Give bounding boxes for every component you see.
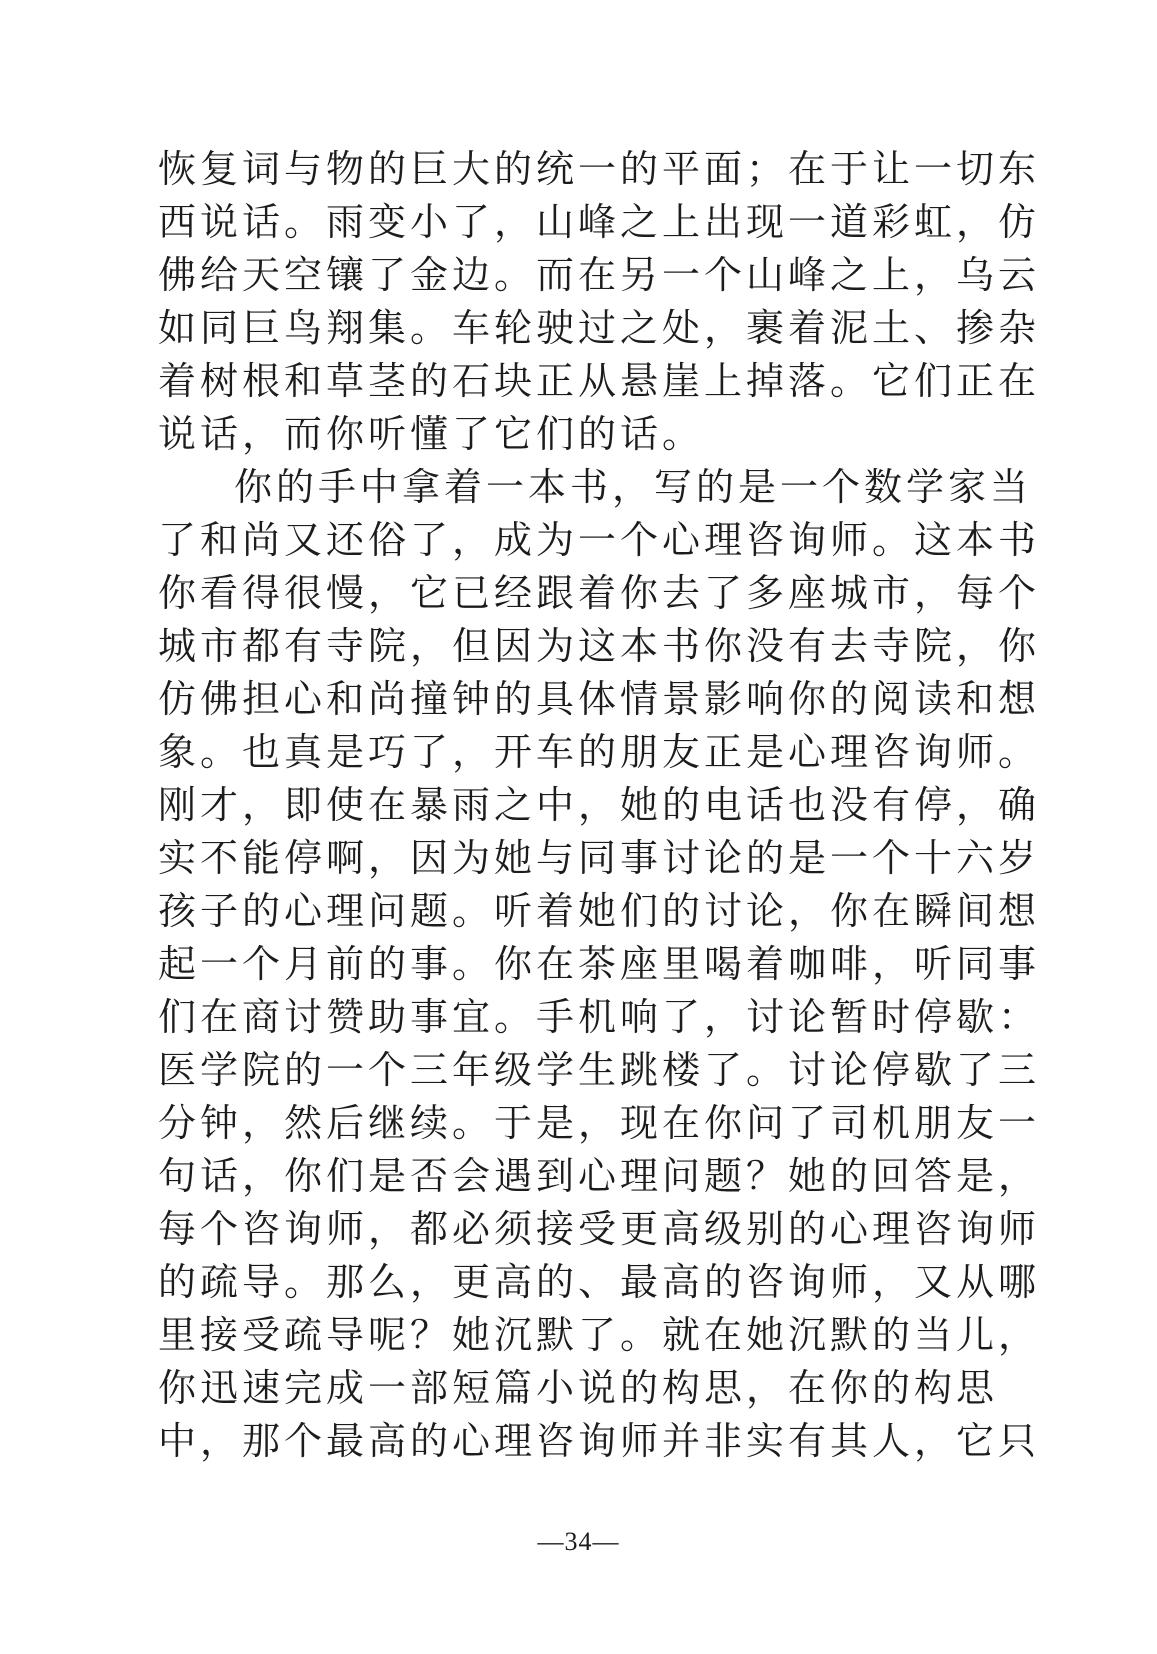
text-line: 象。也真是巧了，开车的朋友正是心理咨询师。 [158,730,1041,774]
text-line: 仿佛担心和尚撞钟的具体情景影响你的阅读和想 [158,677,1041,721]
body-text [158,143,1041,1468]
text-line: 起一个月前的事。你在茶座里喝着咖啡，听同事 [158,942,1041,986]
text-line: 你的手中拿着一本书，写的是一个数学家当 [234,465,1033,509]
text-line: 你看得很慢，它已经跟着你去了多座城市，每个 [158,571,1041,615]
text-line: 医学院的一个三年级学生跳楼了。讨论停歇了三 [158,1048,1041,1092]
text-line: 西说话。雨变小了，山峰之上出现一道彩虹，仿 [158,200,1041,244]
text-line: 中，那个最高的心理咨询师并非实有其人，它只 [158,1419,1041,1463]
paragraph [158,461,1041,1468]
text-line: 如同巨鸟翔集。车轮驶过之处，裹着泥土、掺杂 [158,306,1041,350]
text-line: 分钟，然后继续。于是，现在你问了司机朋友一 [158,1101,1041,1145]
text-line: 佛给天空镶了金边。而在另一个山峰之上，乌云 [158,253,1041,297]
text-line: 你迅速完成一部短篇小说的构思，在你的构思 [158,1366,999,1410]
text-line: 了和尚又还俗了，成为一个心理咨询师。这本书 [158,518,1041,562]
text-line: 句话，你们是否会遇到心理问题？她的回答是， [158,1154,1041,1198]
text-line: 的疏导。那么，更高的、最高的咨询师，又从哪 [158,1260,1041,1304]
paragraph [158,143,1041,461]
text-line: 恢复词与物的巨大的统一的平面；在于让一切东 [158,147,1041,191]
text-line: 里接受疏导呢？她沉默了。就在她沉默的当儿， [158,1313,1041,1357]
page-number: —34— [537,1527,620,1556]
text-line: 每个咨询师，都必须接受更高级别的心理咨询师 [158,1207,1041,1251]
text-line: 孩子的心理问题。听着她们的讨论，你在瞬间想 [158,889,1041,933]
text-line: 实不能停啊，因为她与同事讨论的是一个十六岁 [158,836,1041,880]
text-line: 说话，而你听懂了它们的话。 [158,412,705,456]
text-line: 们在商讨赞助事宜。手机响了，讨论暂时停歇： [158,995,1041,1039]
text-line: 刚才，即使在暴雨之中，她的电话也没有停，确 [158,783,1041,827]
text-line: 城市都有寺院，但因为这本书你没有去寺院，你 [158,624,1041,668]
text-line: 着树根和草茎的石块正从悬崖上掉落。它们正在 [158,359,1041,403]
